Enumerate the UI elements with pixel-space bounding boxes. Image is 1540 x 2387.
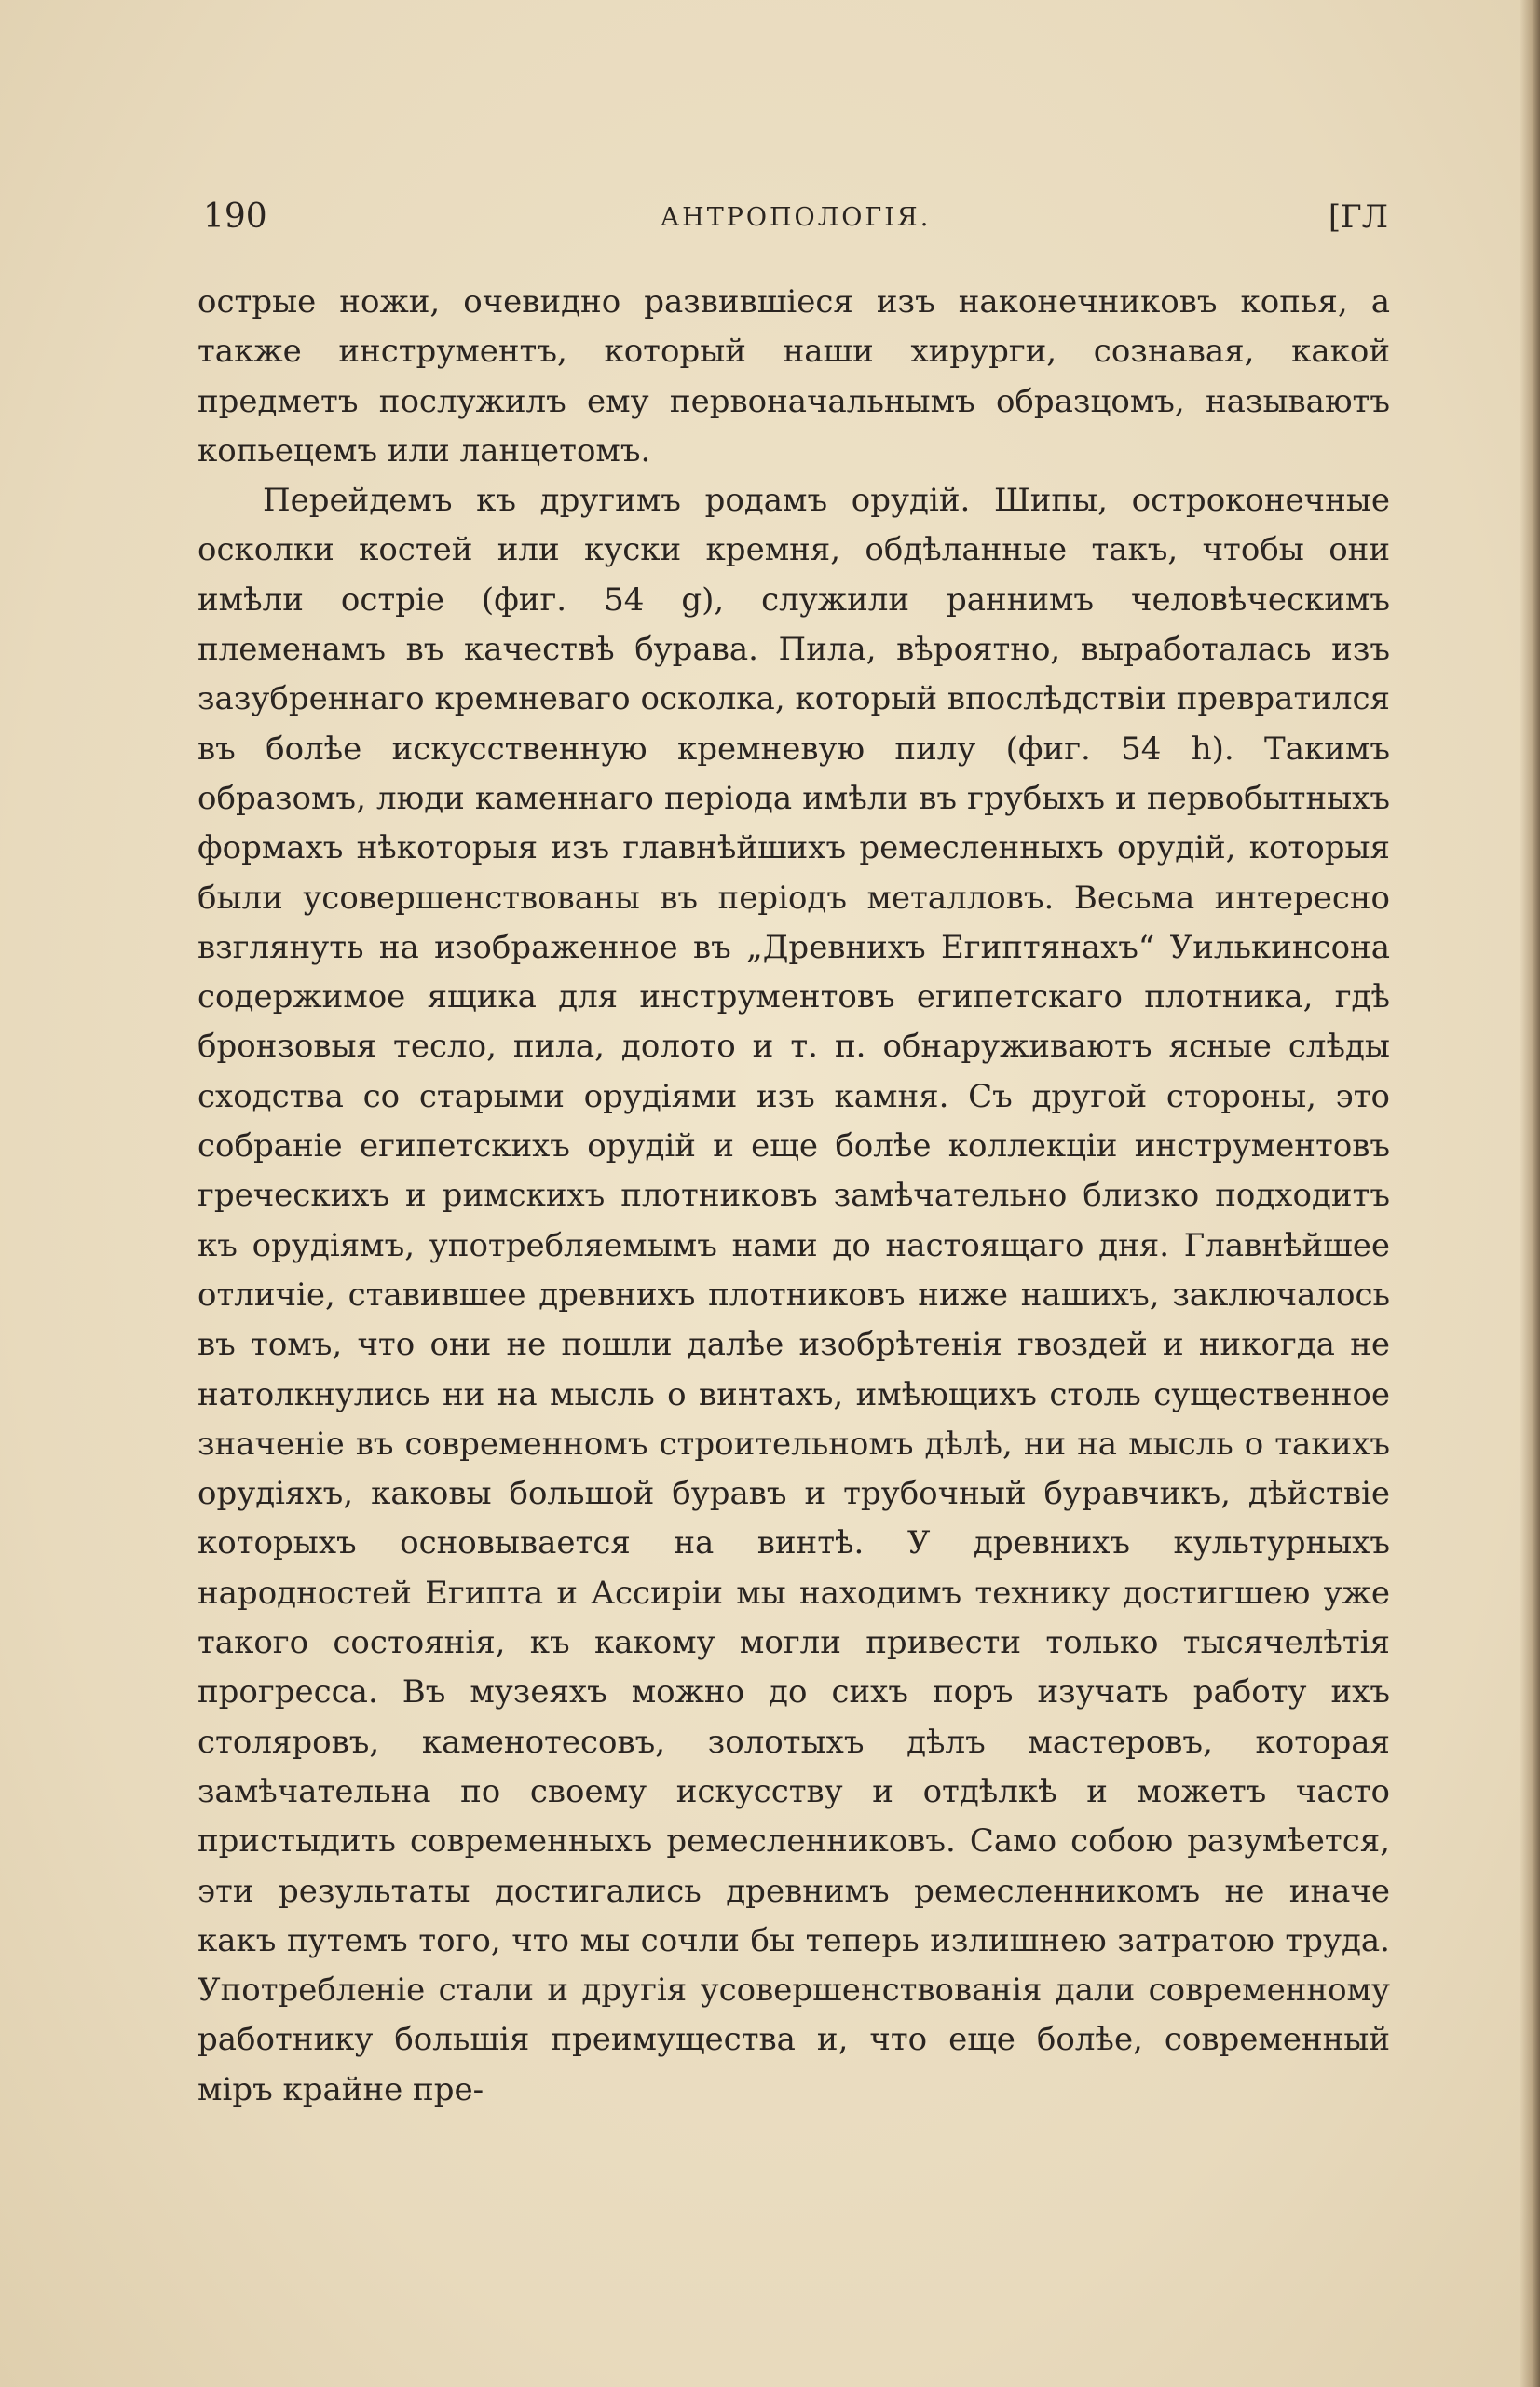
chapter-mark: [ГЛ — [1328, 198, 1388, 236]
paragraph-main: Перейдемъ къ другимъ родамъ орудій. Шипы, остроконечные осколки костей или куски кремня, обдѣланные такъ, чтобы они имѣли остріе (фиг. 54 g), служили раннимъ человѣческимъ племенамъ въ качествѣ бурава. Пила, вѣроятно, выработалась изъ зазубреннаго кремневаго осколка, который впослѣдствіи превратился въ болѣе искусственную кремневую пилу (фиг. 54 h). Такимъ образомъ, люди каменнаго періода имѣли въ грубыхъ и первобытныхъ формахъ нѣкоторыя изъ главнѣйшихъ ремесленныхъ орудій, которыя были усовершенствованы въ періодъ металловъ. Весьма интересно взглянуть на изображенное въ „Древнихъ Египтянахъ“ Уилькинсона содержимое ящика для инструментовъ египетскаго плотника, гдѣ бронзовыя тесло, пила, долото и т. п. обнаруживаютъ ясные слѣды сходства со старыми орудіями изъ камня. Съ другой стороны, это собраніе египетскихъ орудій и еще болѣе коллекціи инструментовъ греческихъ и римскихъ плотниковъ замѣчательно близко подходитъ къ орудіямъ, употребляемымъ нами до настоящаго дня. Главнѣйшее отличіе, ставившее древнихъ плотниковъ ниже нашихъ, заключалось въ томъ, что они не пошли далѣе изобрѣтенія гвоздей и никогда не натолкнулись ни на мысль о винтахъ, имѣющихъ столь существенное значеніе въ современномъ строительномъ дѣлѣ, ни на мысль о такихъ орудіяхъ, каковы большой буравъ и трубочный буравчикъ, дѣйствіе которыхъ основывается на винтѣ. У древнихъ культурныхъ народностей Египта и Ассиріи мы находимъ технику достигшею уже такого состоянія, къ какому могли привести только тысячелѣтія прогресса. Въ музеяхъ можно до сихъ поръ изучать работу ихъ столяровъ, каменотесовъ, золотыхъ дѣлъ мастеровъ, которая замѣчательна по своему искусству и отдѣлкѣ и можетъ часто пристыдить современныхъ ремесленниковъ. Само собою разумѣется, эти результаты достигались древнимъ ремесленникомъ не иначе какъ путемъ того, что мы сочли бы теперь излишнею затратою труда. Употребленіе стали и другія усовершенствованія дали современному работнику большія преимущества и, что еще болѣе, современный міръ крайне пре- — [198, 482, 1390, 2108]
paragraph-continuation: острые ножи, очевидно развившіеся изъ наконечниковъ копья, а также инструментъ, который наши хирурги, сознавая, какой предметъ послужилъ ему первоначальнымъ образцомъ, называютъ копьецемъ или ланцетомъ. — [198, 283, 1390, 470]
body-text — [198, 278, 1390, 2115]
page-number: 190 — [203, 198, 267, 236]
page-edge-shadow — [1520, 0, 1540, 2387]
page-header — [203, 194, 1388, 240]
running-title: АНТРОПОЛОГІЯ. — [660, 203, 932, 232]
